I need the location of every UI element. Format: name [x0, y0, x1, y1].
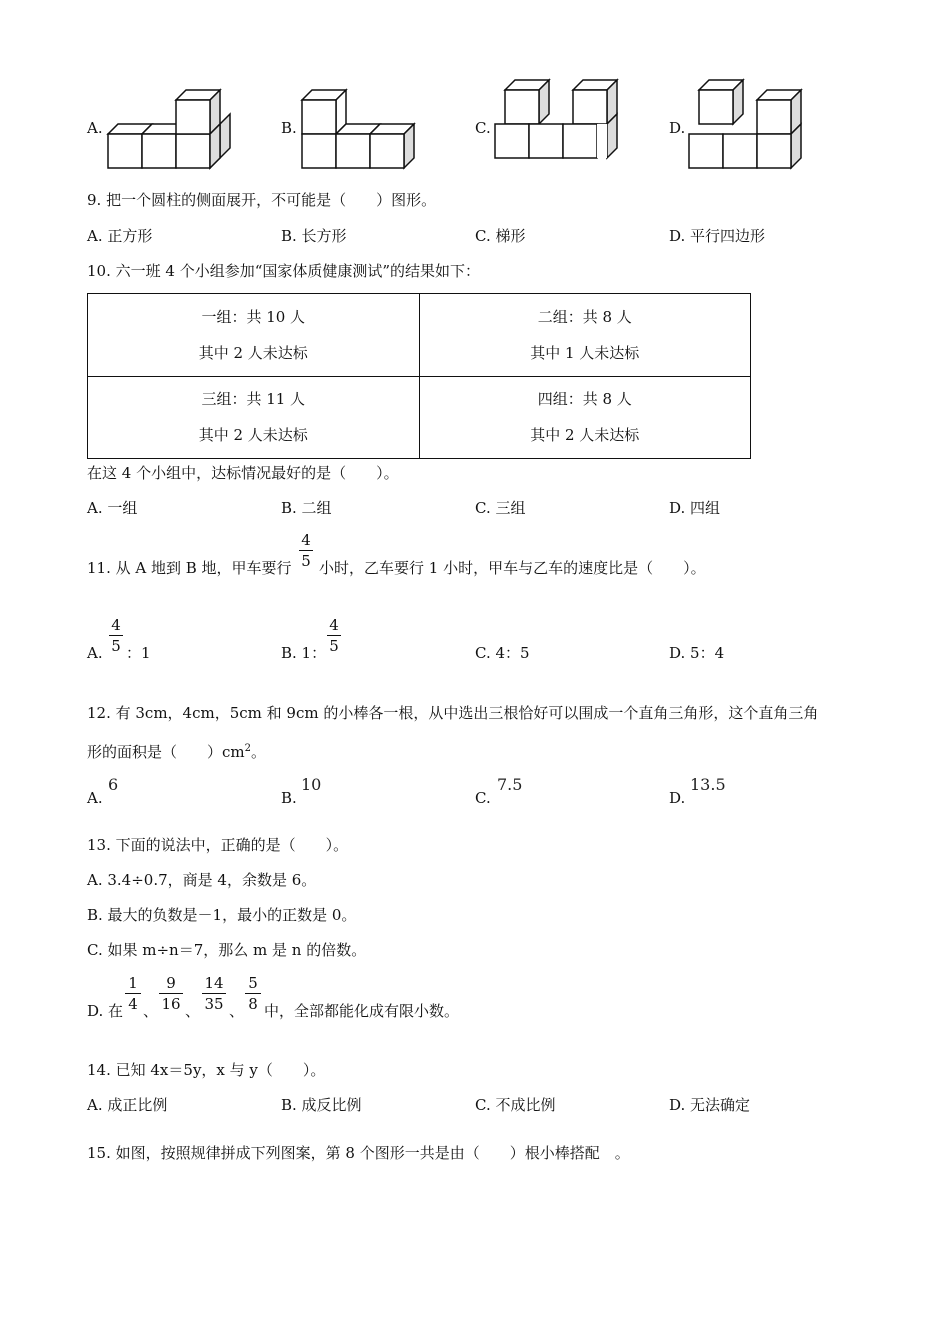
q15-question: 15. 如图，按照规律拼成下列图案，第 8 个图形一共是由（ ）根小棒搭配 。 — [87, 1144, 630, 1162]
q11-question-end: 小时，乙车要行 1 小时，甲车与乙车的速度比是（ ）。 — [319, 559, 706, 577]
q11-fraction — [299, 532, 313, 570]
q13-fraction-4-num: 5 — [248, 974, 258, 992]
q11-option-a-num: 4 — [111, 616, 121, 634]
q8-figure-b — [299, 86, 449, 176]
q12-line2-end: 。 — [251, 743, 267, 761]
q12-option-a-label: A. — [87, 789, 103, 807]
q10-group1-failed: 其中 2 人未达标 — [198, 343, 308, 362]
q10-sub-question: 在这 4 个小组中，达标情况最好的是（ ）。 — [87, 464, 399, 482]
q9-question: 9. 把一个圆柱的侧面展开，不可能是（ ）图形。 — [87, 191, 437, 209]
q14-option-a: A. 成正比例 — [87, 1096, 168, 1114]
q13-option-d-text: 中，全部都能化成有限小数。 — [264, 1002, 460, 1020]
q11-fraction-num: 4 — [301, 531, 311, 549]
q10-cell-group2 — [419, 294, 751, 377]
fraction-bar — [125, 993, 141, 994]
q14-option-c: C. 不成比例 — [475, 1096, 556, 1114]
q10-group3-failed: 其中 2 人未达标 — [198, 426, 308, 445]
q12-option-d-value: 13.5 — [690, 775, 726, 794]
q12-line2-text: 形的面积是（ ）cm — [87, 743, 245, 761]
q11-option-b-fraction — [327, 617, 341, 655]
q9-option-a: A. 正方形 — [87, 227, 153, 245]
q11-option-a-den: 5 — [111, 637, 121, 655]
q13-option-a: A. 3.4÷0.7，商是 4，余数是 6。 — [87, 871, 317, 889]
q11-question-start: 11. 从 A 地到 B 地，甲车要行 — [87, 559, 292, 577]
q12-option-c-label: C. — [475, 789, 491, 807]
q13-fraction-2 — [159, 975, 183, 1013]
fraction-bar — [202, 993, 226, 994]
q13-option-b: B. 最大的负数是－1，最小的正数是 0。 — [87, 906, 357, 924]
q12-option-b-label: B. — [281, 789, 297, 807]
q10-group3-total: 三组：共 11 人 — [201, 390, 306, 409]
q10-option-a: A. 一组 — [87, 499, 138, 517]
q11-fraction-den: 5 — [301, 552, 311, 570]
q11-option-b-label: B. 1： — [281, 644, 327, 662]
q10-group4-total: 四组：共 8 人 — [537, 390, 632, 409]
fraction-bar — [159, 993, 183, 994]
q13-fraction-3 — [202, 975, 226, 1013]
q9-option-d: D. 平行四边形 — [669, 227, 766, 245]
q13-fraction-1-num: 1 — [128, 974, 138, 992]
q11-option-a-fraction — [109, 617, 123, 655]
q11-option-b-den: 5 — [329, 637, 339, 655]
q14-option-b: B. 成反比例 — [281, 1096, 362, 1114]
q11-option-a-rest: ：1 — [126, 644, 151, 662]
q10-cell-group4 — [419, 376, 751, 459]
q8-figure-a — [103, 86, 253, 176]
q8-option-c-label: C. — [475, 119, 491, 137]
q13-question: 13. 下面的说法中，正确的是（ ）。 — [87, 836, 349, 854]
q10-group2-failed: 其中 1 人未达标 — [530, 343, 640, 362]
q14-option-d: D. 无法确定 — [669, 1096, 751, 1114]
q8-option-b-label: B. — [281, 119, 297, 137]
q12-option-a-value: 6 — [108, 775, 119, 794]
q12-question-line1: 12. 有 3cm，4cm，5cm 和 9cm 的小棒各一根，从中选出三根恰好可以围成一个直角三角形，这个直角三角 — [87, 704, 819, 722]
q13-fraction-3-num: 14 — [204, 974, 224, 992]
q8-figure-c — [492, 78, 642, 174]
q8-figure-d — [686, 78, 836, 174]
fraction-bar — [327, 635, 341, 636]
q12-option-d-label: D. — [669, 789, 686, 807]
q13-option-d-label: D. 在 — [87, 1002, 124, 1020]
q13-separator-2: 、 — [185, 1002, 201, 1020]
q12-question-line2 — [87, 739, 266, 762]
q10-option-d: D. 四组 — [669, 499, 721, 517]
q8-option-a-label: A. — [87, 119, 103, 137]
q10-group1-total: 一组：共 10 人 — [201, 307, 306, 326]
q12-line2-sup: 2 — [244, 743, 252, 754]
q12-option-c-value: 7.5 — [497, 775, 523, 794]
q13-fraction-3-den: 35 — [204, 995, 224, 1013]
q8-option-d-label: D. — [669, 119, 686, 137]
q9-option-c: C. 梯形 — [475, 227, 526, 245]
q13-fraction-2-num: 9 — [166, 974, 176, 992]
q10-group4-failed: 其中 2 人未达标 — [530, 426, 640, 445]
q11-option-a-label: A. — [87, 644, 103, 662]
q11-option-d: D. 5：4 — [669, 644, 725, 662]
q13-fraction-1-den: 4 — [128, 995, 138, 1013]
q10-results-table — [87, 293, 751, 459]
q13-option-c: C. 如果 m÷n＝7，那么 m 是 n 的倍数。 — [87, 941, 367, 959]
q13-fraction-2-den: 16 — [161, 995, 181, 1013]
q13-fraction-4 — [245, 975, 261, 1013]
fraction-bar — [109, 635, 123, 636]
q10-question: 10. 六一班 4 个小组参加“国家体质健康测试”的结果如下： — [87, 262, 481, 280]
q13-fraction-1 — [125, 975, 141, 1013]
q10-cell-group1 — [88, 294, 420, 377]
q11-option-c: C. 4：5 — [475, 644, 530, 662]
q14-question: 14. 已知 4x＝5y，x 与 y（ ）。 — [87, 1061, 326, 1079]
q11-option-b-num: 4 — [329, 616, 339, 634]
q9-option-b: B. 长方形 — [281, 227, 347, 245]
q13-fraction-4-den: 8 — [248, 995, 258, 1013]
q13-separator-3: 、 — [229, 1002, 245, 1020]
q10-option-b: B. 二组 — [281, 499, 332, 517]
q13-separator-1: 、 — [143, 1002, 159, 1020]
q10-option-c: C. 三组 — [475, 499, 526, 517]
fraction-bar — [245, 993, 261, 994]
fraction-bar — [299, 550, 313, 551]
q12-option-b-value: 10 — [301, 775, 322, 794]
q10-group2-total: 二组：共 8 人 — [537, 307, 632, 326]
q10-cell-group3 — [88, 376, 420, 459]
